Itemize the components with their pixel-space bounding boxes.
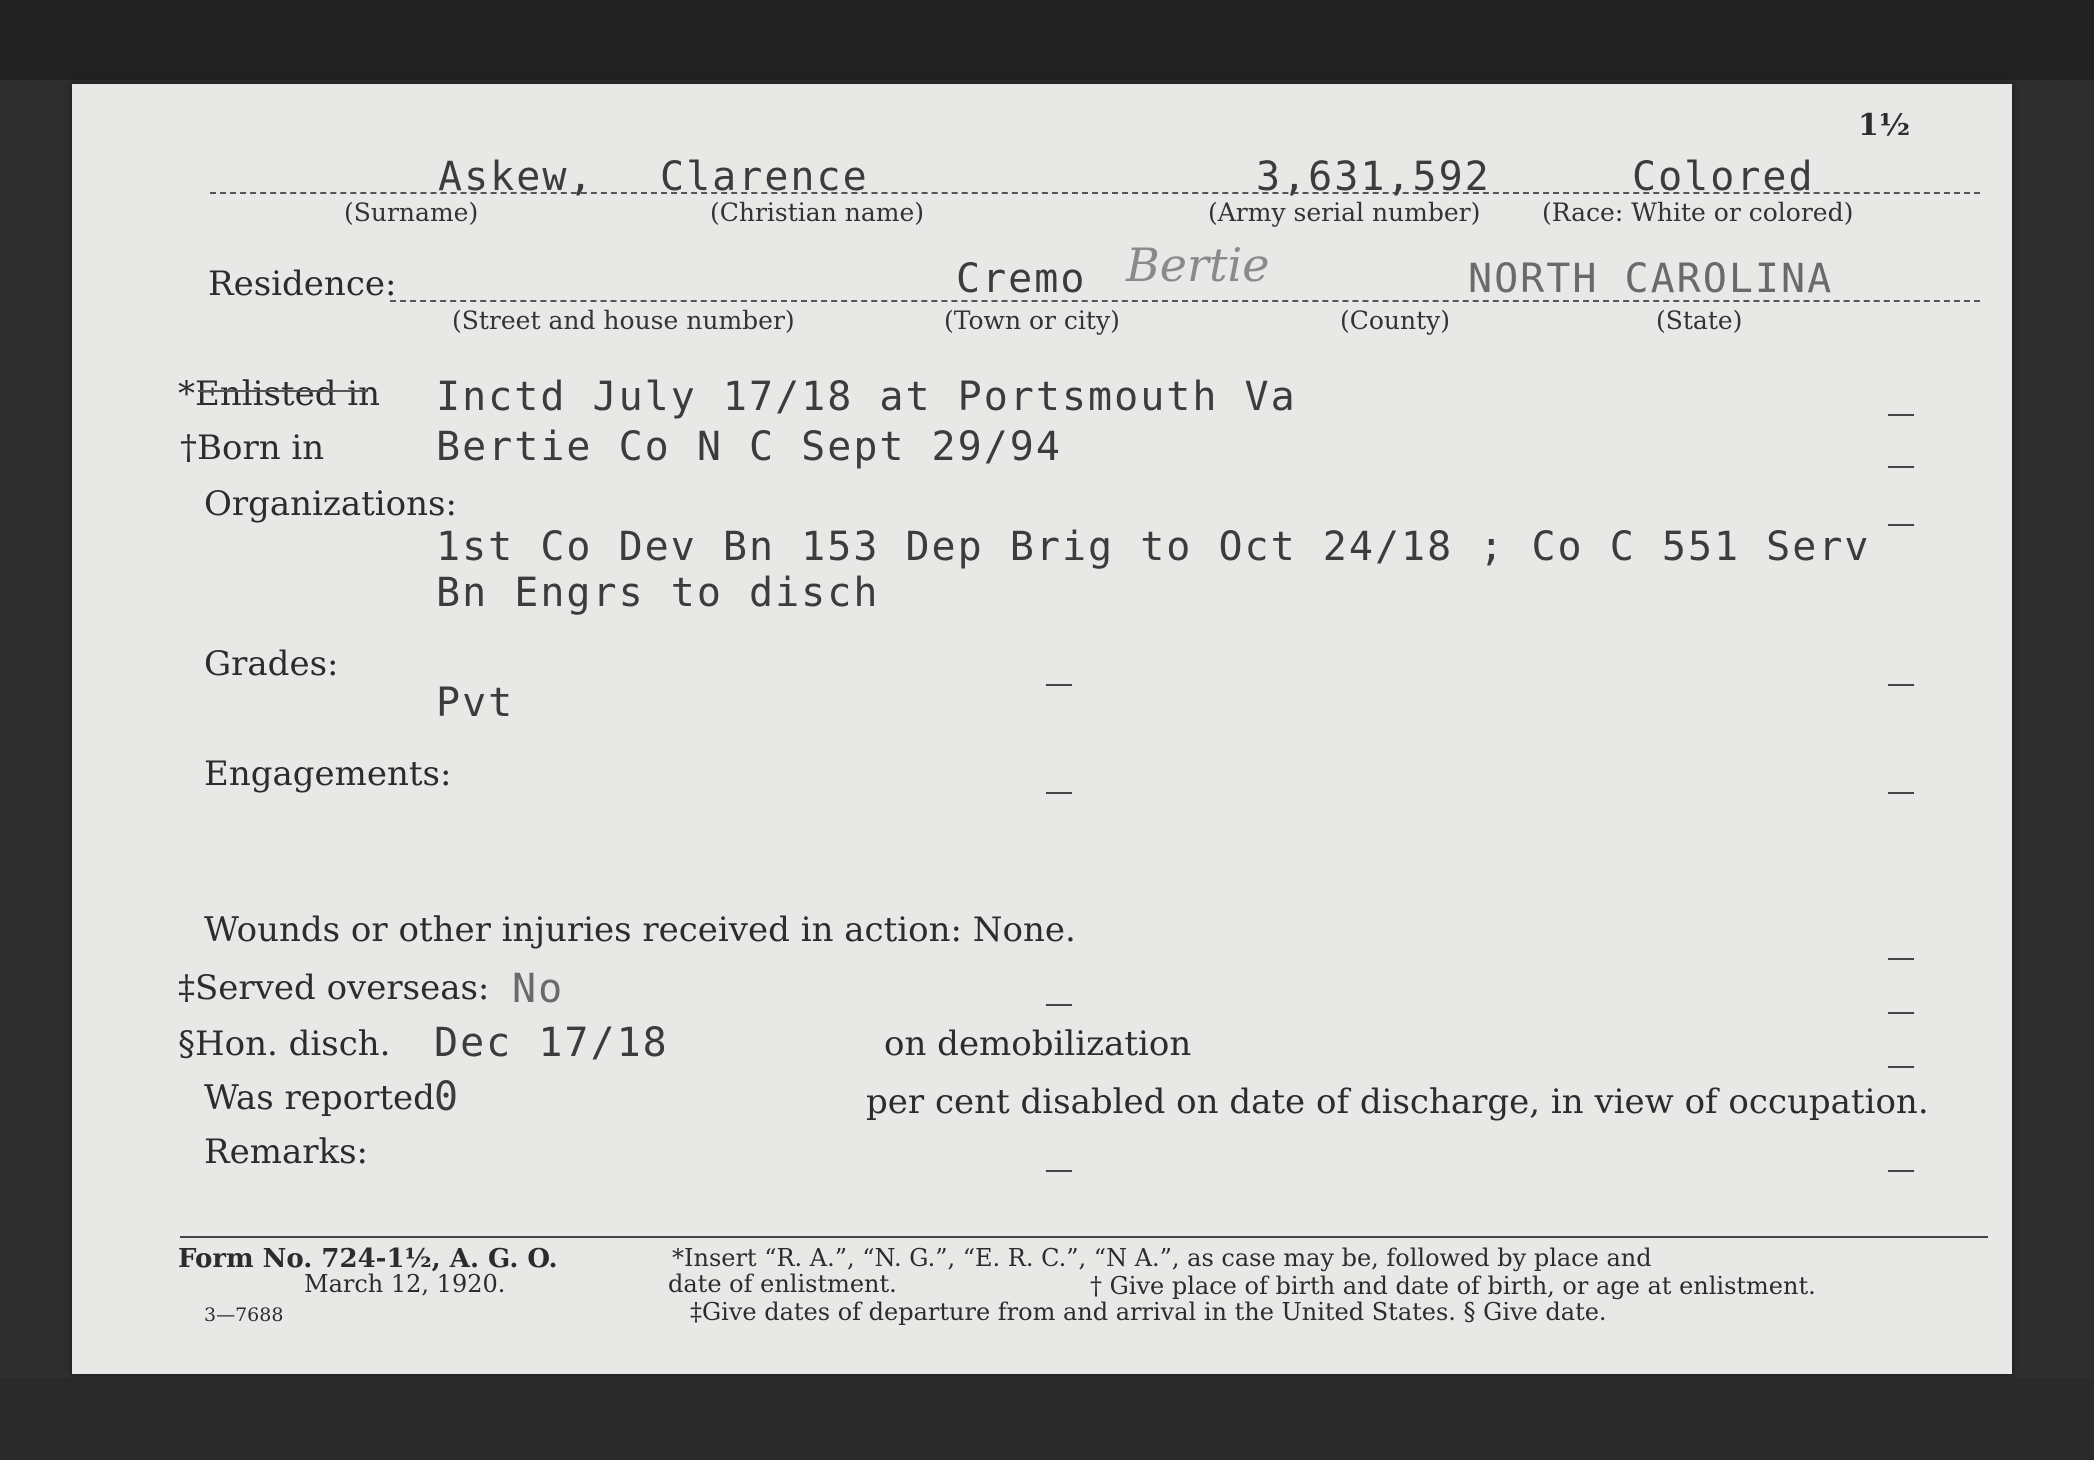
served-overseas-value: No (512, 966, 565, 1012)
caption-surname: (Surname) (344, 198, 479, 227)
born-value: Bertie Co N C Sept 29/94 (436, 424, 1062, 470)
enlisted-label: *Enlisted in (178, 374, 381, 414)
residence-label: Residence: (208, 264, 397, 304)
mid-dash-engagements (1046, 792, 1072, 794)
discharge-value: Dec 17/18 (434, 1020, 669, 1066)
footnote-date-enlistment: date of enlistment. (668, 1270, 897, 1298)
caption-street: (Street and house number) (452, 306, 795, 335)
disabled-value: 0 (434, 1074, 461, 1120)
right-dash-3 (1888, 524, 1914, 526)
footnote-overseas: ‡Give dates of departure from and arrival in the United States. § Give date. (690, 1298, 1607, 1326)
service-record-card (72, 84, 2012, 1374)
born-label: †Born in (180, 428, 325, 468)
background-bottom (0, 1378, 2094, 1460)
caption-christian-name: (Christian name) (710, 198, 925, 227)
residence-county-value: Bertie (1126, 238, 1270, 292)
footnote-birth: † Give place of birth and date of birth, or age at enlistment. (1090, 1272, 1816, 1300)
residence-town-value: Cremo (956, 256, 1087, 302)
grades-value: Pvt (436, 680, 515, 726)
race-value: Colored (1632, 154, 1815, 200)
surname-value: Askew, (438, 154, 595, 200)
enlisted-value: Inctd July 17/18 at Portsmouth Va (436, 374, 1297, 420)
organizations-label: Organizations: (204, 484, 457, 524)
disabled-suffix: per cent disabled on date of discharge, in view of occupation. (866, 1082, 1929, 1122)
mid-dash-remarks (1046, 1170, 1072, 1172)
caption-race: (Race: White or colored) (1542, 198, 1854, 227)
serial-number-value: 3,631,592 (1256, 154, 1491, 200)
background-top (0, 0, 2094, 80)
right-dash-overseas (1888, 1012, 1914, 1014)
organizations-line-2: Bn Engrs to disch (436, 570, 880, 616)
discharge-suffix: on demobilization (884, 1024, 1192, 1064)
mid-dash-grades (1046, 684, 1072, 686)
right-dash-discharge (1888, 1066, 1914, 1068)
caption-county: (County) (1340, 306, 1451, 335)
caption-serial-number: (Army serial number) (1208, 198, 1481, 227)
corner-mark: 1½ (1858, 108, 1911, 143)
wounds-label: Wounds or other injuries received in action: None. (204, 910, 1076, 950)
right-dash-2 (1888, 466, 1914, 468)
caption-town: (Town or city) (944, 306, 1120, 335)
form-date: March 12, 1920. (304, 1270, 506, 1298)
print-code: 3—7688 (204, 1304, 284, 1326)
right-dash-remarks (1888, 1170, 1914, 1172)
right-dash-wounds (1888, 958, 1914, 960)
mid-dash-overseas (1046, 1004, 1072, 1006)
organizations-line-1: 1st Co Dev Bn 153 Dep Brig to Oct 24/18 ; Co C 551 Serv (436, 524, 1871, 570)
footnote-insert: *Insert “R. A.”, “N. G.”, “E. R. C.”, “N A.”, as case may be, followed by place and (672, 1244, 1652, 1272)
served-overseas-label: ‡Served overseas: (178, 968, 490, 1008)
residence-state-value: NORTH CAROLINA (1468, 256, 1834, 302)
enlisted-strikethrough (198, 390, 368, 392)
grades-label: Grades: (204, 644, 339, 684)
footer-rule (180, 1236, 1988, 1238)
discharge-label: §Hon. disch. (178, 1024, 391, 1064)
right-dash-1 (1888, 414, 1914, 416)
caption-state: (State) (1656, 306, 1743, 335)
form-number: Form No. 724-1½, A. G. O. (178, 1244, 558, 1274)
engagements-label: Engagements: (204, 754, 452, 794)
christian-name-value: Clarence (660, 154, 869, 200)
right-dash-grades (1888, 684, 1914, 686)
right-dash-engagements (1888, 792, 1914, 794)
remarks-label: Remarks: (204, 1132, 368, 1172)
disabled-label: Was reported (204, 1078, 435, 1118)
